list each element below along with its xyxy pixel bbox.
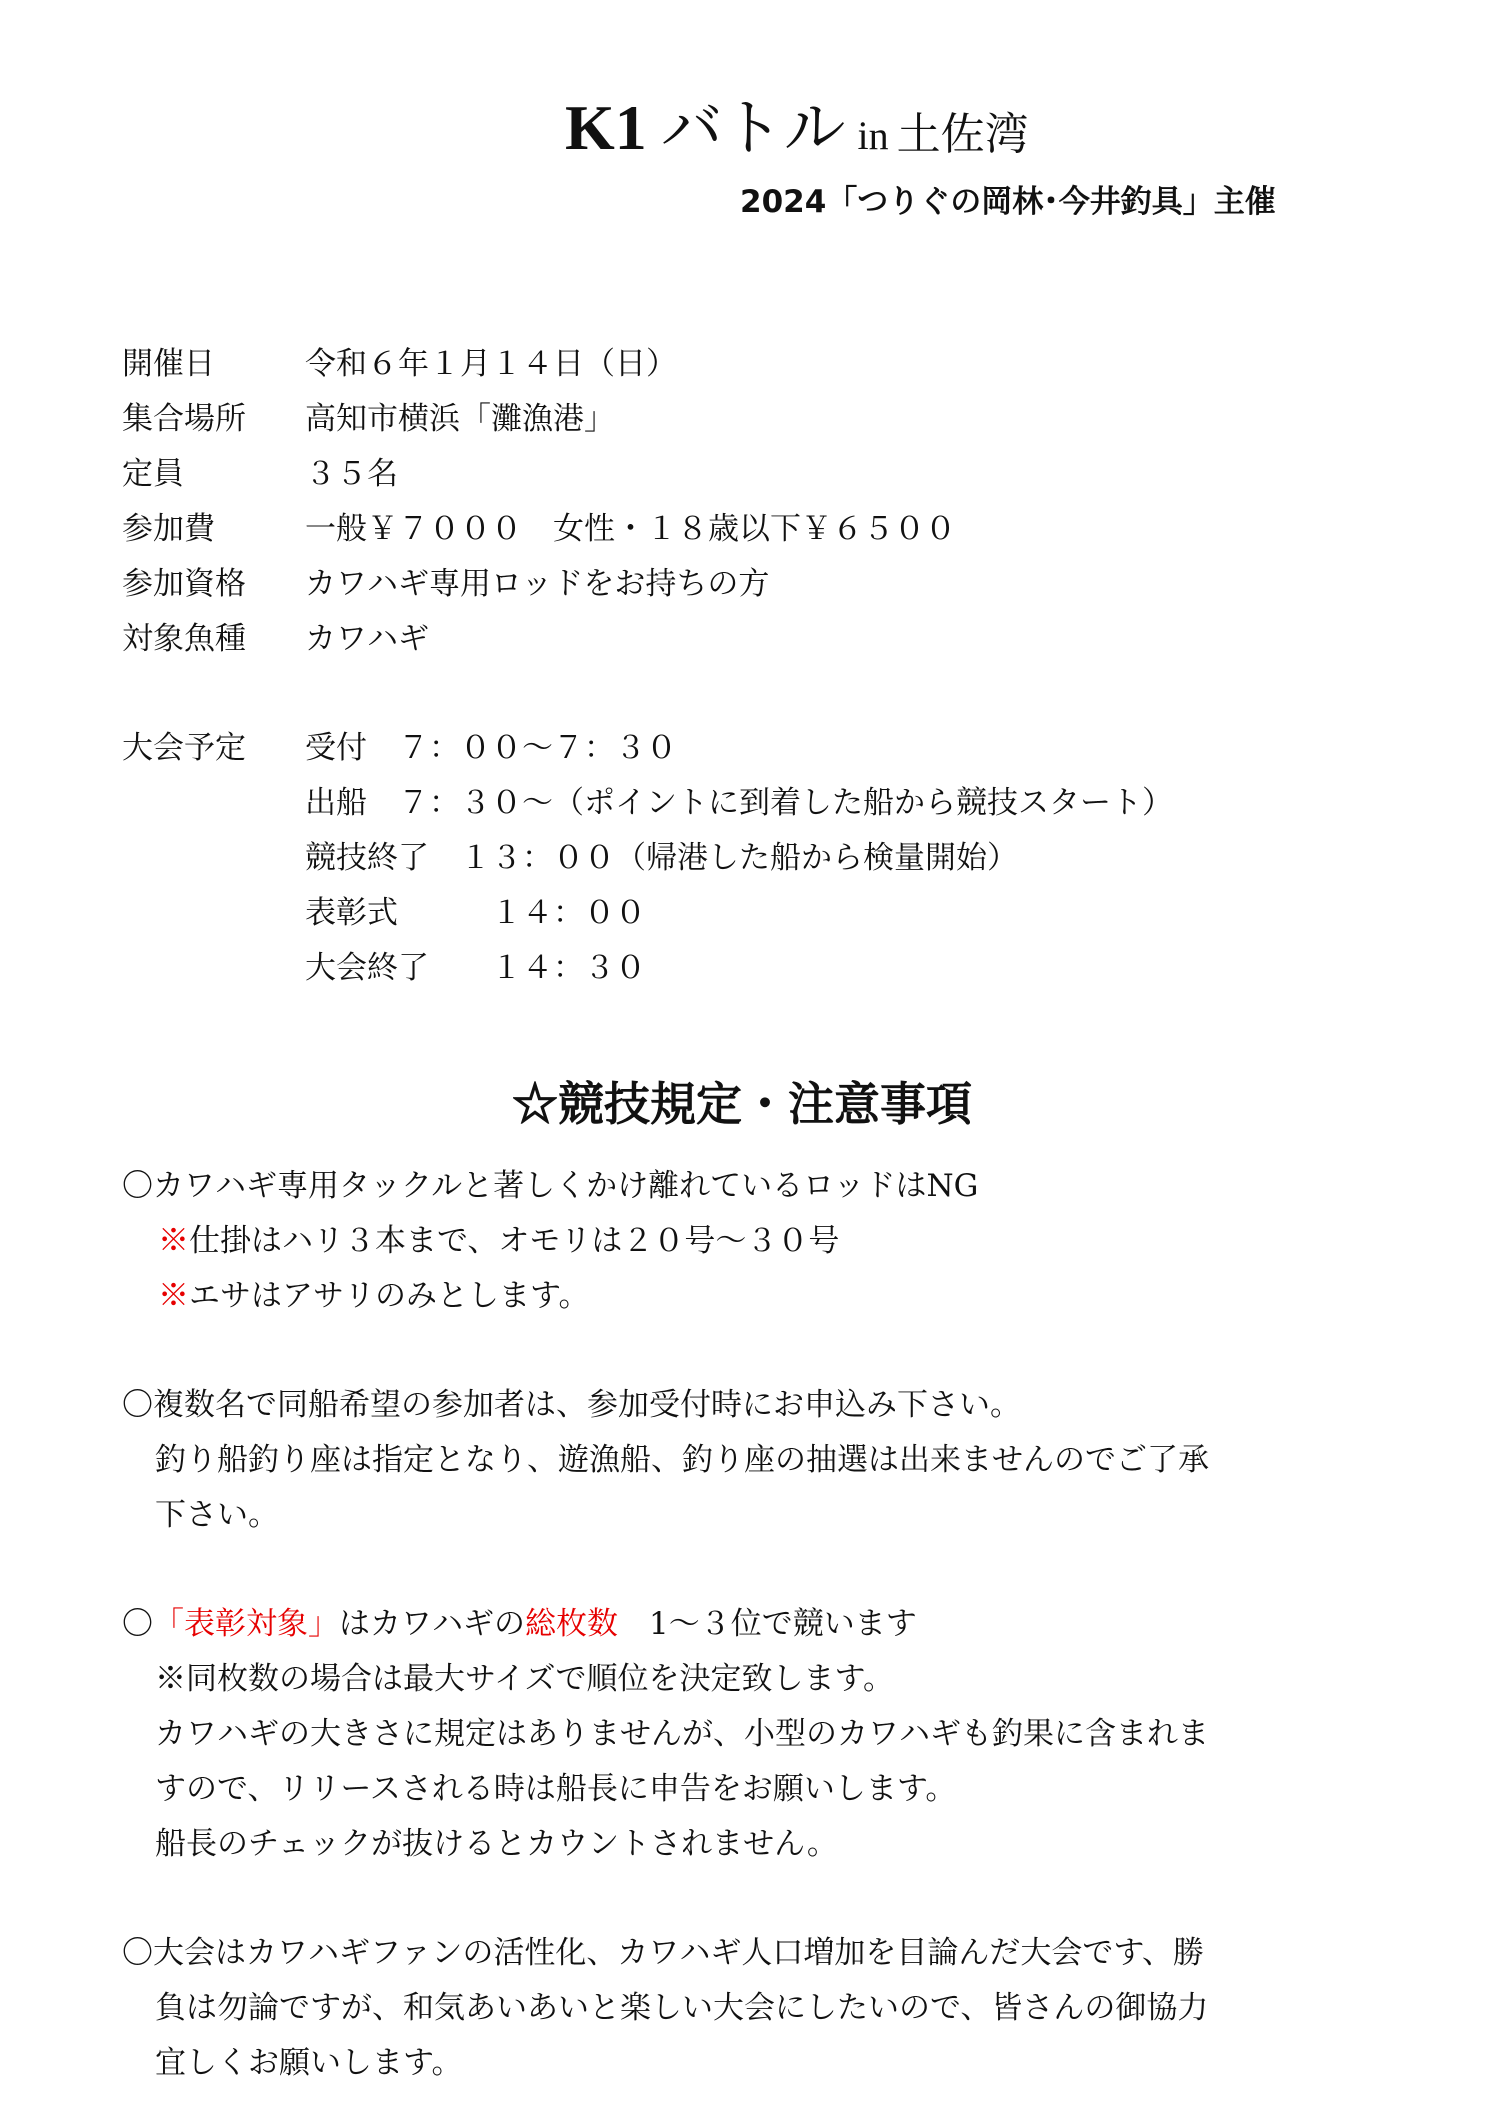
award-target-highlight: 「表彰対象」 <box>153 1606 339 1642</box>
rule-purpose-line: 宜しくお願いします。 <box>155 2045 463 2081</box>
schedule-label: 大会予定 <box>122 730 246 766</box>
schedule-item: 表彰式 １４：００ <box>305 895 646 931</box>
rule-purpose-line: 負は勿論ですが、和気あいあいと楽しい大会にしたいので、皆さんの御協力 <box>155 1990 1209 2026</box>
rule-group-line: 下さい。 <box>155 1497 279 1533</box>
rule-award-line: カワハギの大きさに規定はありませんが、小型のカワハギも釣果に含まれま <box>155 1716 1209 1752</box>
schedule-item: 受付 ７：００～７：３０ <box>305 730 677 766</box>
rule-award-line: すので、リリースされる時は船長に申告をお願いします。 <box>155 1771 957 1807</box>
rule-bait-text: エサはアサリのみとします。 <box>189 1278 590 1314</box>
rule-tackle: 〇カワハギ専用タックルと著しくかけ離れているロッドはNG <box>122 1168 979 1204</box>
rule-rig-text: 仕掛はハリ３本まで、オモリは２０号～３０号 <box>189 1223 840 1259</box>
rule-purpose-line: 〇大会はカワハギファンの活性化、カワハギ人口増加を目論んだ大会です、勝 <box>122 1935 1204 1971</box>
note-mark: ※ <box>158 1278 189 1314</box>
info-eligibility-label: 参加資格 <box>122 566 246 602</box>
info-species-label: 対象魚種 <box>122 621 246 657</box>
rule-group-line: 〇複数名で同船希望の参加者は、参加受付時にお申込み下さい。 <box>122 1387 1021 1423</box>
info-venue-value: 高知市横浜「灘漁港」 <box>305 401 615 437</box>
organizer-subtitle: 2024「つりぐの岡林･今井釣具」主催 <box>740 184 1276 220</box>
title-k1: K1 <box>565 92 647 163</box>
rule-award-prefix: 〇 <box>122 1606 153 1642</box>
rule-award-mid: はカワハギの <box>339 1606 525 1642</box>
rule-bait <box>158 1276 590 1316</box>
info-date-label: 開催日 <box>122 346 215 382</box>
rule-award-line: ※同枚数の場合は最大サイズで順位を決定致します。 <box>155 1661 895 1697</box>
schedule-item: 大会終了 １４：３０ <box>305 950 646 986</box>
title-battle: バトル <box>660 91 846 164</box>
info-fee-label: 参加費 <box>122 511 215 547</box>
rule-rig <box>158 1221 839 1261</box>
title-in: in <box>857 113 889 158</box>
rule-group-line: 釣り船釣り座は指定となり、遊漁船、釣り座の抽選は出来ませんのでご了承 <box>155 1442 1209 1478</box>
info-fee-value: 一般￥７０００ 女性・１８歳以下￥６５００ <box>305 511 956 547</box>
info-venue-label: 集合場所 <box>122 401 246 437</box>
info-eligibility-value: カワハギ専用ロッドをお持ちの方 <box>305 566 770 602</box>
info-capacity-value: ３５名 <box>305 456 398 492</box>
total-count-highlight: 総枚数 <box>525 1606 618 1642</box>
rule-award-suffix: 1～３位で競います <box>618 1606 917 1642</box>
rule-award-line: 船長のチェックが抜けるとカウントされません。 <box>155 1826 838 1862</box>
schedule-item: 出船 ７：３０～（ポイントに到着した船から競技スタート） <box>305 785 1173 821</box>
info-species-value: カワハギ <box>305 621 429 657</box>
note-mark: ※ <box>158 1223 189 1259</box>
info-capacity-label: 定員 <box>122 456 184 492</box>
rule-award <box>122 1604 917 1644</box>
rules-heading: ☆競技規定・注意事項 <box>512 1077 972 1131</box>
title-place: 土佐湾 <box>896 109 1029 160</box>
page-title <box>565 78 1029 168</box>
schedule-item: 競技終了 １３：００（帰港した船から検量開始） <box>305 840 1018 876</box>
info-date-value: 令和６年１月１４日（日） <box>305 346 677 382</box>
